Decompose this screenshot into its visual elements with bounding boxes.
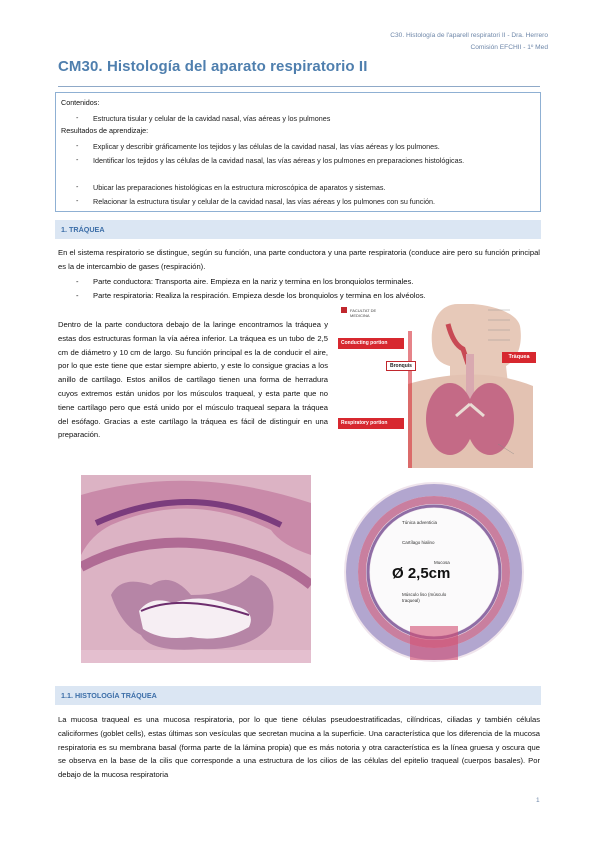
respiratory-anatomy-figure xyxy=(338,304,538,468)
section-title: 1.1. HISTOLOGÍA TRÁQUEA xyxy=(61,691,157,700)
faculty-logo-text: FACULTAT DE MEDICINA xyxy=(350,308,377,318)
trachea-cross-section-figure xyxy=(340,476,528,668)
result-item: Relacionar la estructura tisular y celular de la cavidad nasal, las vías aéreas y los pulmones con su función. xyxy=(93,197,435,206)
bullet: - xyxy=(76,291,79,300)
bullet: - xyxy=(76,155,79,164)
contents-label: Contenidos: xyxy=(61,98,100,107)
bullet: - xyxy=(76,196,79,205)
anatomy-illustration xyxy=(338,304,538,468)
trachea-micrograph xyxy=(81,475,311,663)
running-header-commission: Comisión EFCHII - 1º Med xyxy=(470,44,548,51)
title-divider xyxy=(58,86,540,87)
bullet: - xyxy=(76,141,79,150)
conducting-portion-label: Conducting portion xyxy=(338,338,404,349)
traquea-label: Tràquea xyxy=(502,352,536,363)
bullet: - xyxy=(76,277,79,286)
contents-item: Estructura tisular y celular de la cavidad nasal, vías aéreas y los pulmones xyxy=(93,114,331,123)
section-heading-histologia xyxy=(55,686,541,705)
page-number: 1 xyxy=(536,797,540,804)
contents-box xyxy=(55,92,541,212)
ring-label-mucosa: Mucosa xyxy=(434,560,450,565)
trachea-paragraph: Dentro de la parte conductora debajo de la laringe encontramos la tráquea y estas dos estructuras forman la vía aérea inferior. La tráquea es un tubo de 2,5 cm de diámetro y 10 cm de largo. Su función principal es la de conducir el aire, por lo que este tiene que estar siempre abierto, y este lo consigue gracias a los anillo de cartílago. Estos anillos de cartílago tienen una forma de herradura cuyos extremos están unidos por los músculos traqueal, y esta parte que no tiene cartílago pero que está unido por el músculo traqueal separa la tráquea del esófago. Gracias a este cartílago la tráquea es fácil de distinguir en una preparación. xyxy=(58,320,328,440)
bronquis-label: Bronquis xyxy=(386,361,416,371)
mucosa-paragraph: La mucosa traqueal es una mucosa respiratoria, por lo que tiene células pseudoestratificadas, cilíndricas, ciliadas y también células caliciformes (goblet cells), estas últimas son vesículas que secretan mucina a la superficie. Una característica que los diferencia de la mucosa respiratoria es su membrana basal (forma parte de la lámina propia) que es más notoria y otra característica es la línea gruesa y oscura que se observa en la base de la cilis que corresponde a una estructura de los cilios de las células del epitelio traqueal (cuerpos basales). Por debajo de la mucosa respiratoria xyxy=(58,715,540,780)
intro-paragraph: En el sistema respiratorio se distingue, según su función, una parte conductora y una parte respiratoria (conduce aire pero su función principal es la de intercambio de gases (respiración). xyxy=(58,248,540,271)
ring-label-cartilago: Cartílago hialino xyxy=(402,540,435,545)
page-title: CM30. Histología del aparato respiratorio II xyxy=(58,58,368,75)
running-header-title: C30. Histología de l'aparell respiratori II - Dra. Herrero xyxy=(390,32,548,39)
result-item: Identificar los tejidos y las células de la cavidad nasal, las vías aéreas y los pulmones en preparaciones histológicas. xyxy=(93,156,465,165)
diameter-label: Ø 2,5cm xyxy=(392,565,451,582)
result-item: Explicar y describir gráficamente los tejidos y las células de la cavidad nasal, las vías aéreas y los pulmones. xyxy=(93,142,440,151)
results-label: Resultados de aprendizaje: xyxy=(61,126,149,135)
ring-label-adventicia: Túnica adventicia xyxy=(402,520,438,525)
section-heading-traquea xyxy=(55,220,541,239)
result-item: Ubicar las preparaciones histológicas en la estructura microscópica de aparatos y sistemas. xyxy=(93,183,386,192)
part-item: Parte respiratoria: Realiza la respiración. Empieza desde los bronquiolos y termina en los alvéolos. xyxy=(93,291,426,300)
bullet: - xyxy=(76,182,79,191)
ring-label-musculo: Músculo liso (músculo traqueal) xyxy=(402,592,447,603)
bullet: - xyxy=(76,113,79,122)
micrograph-image xyxy=(81,475,311,663)
respiratory-portion-label: Respiratory portion xyxy=(338,418,404,429)
section-title: 1. TRÁQUEA xyxy=(61,225,105,234)
part-item: Parte conductora: Transporta aire. Empieza en la nariz y termina en los bronquiolos terminales. xyxy=(93,277,414,286)
